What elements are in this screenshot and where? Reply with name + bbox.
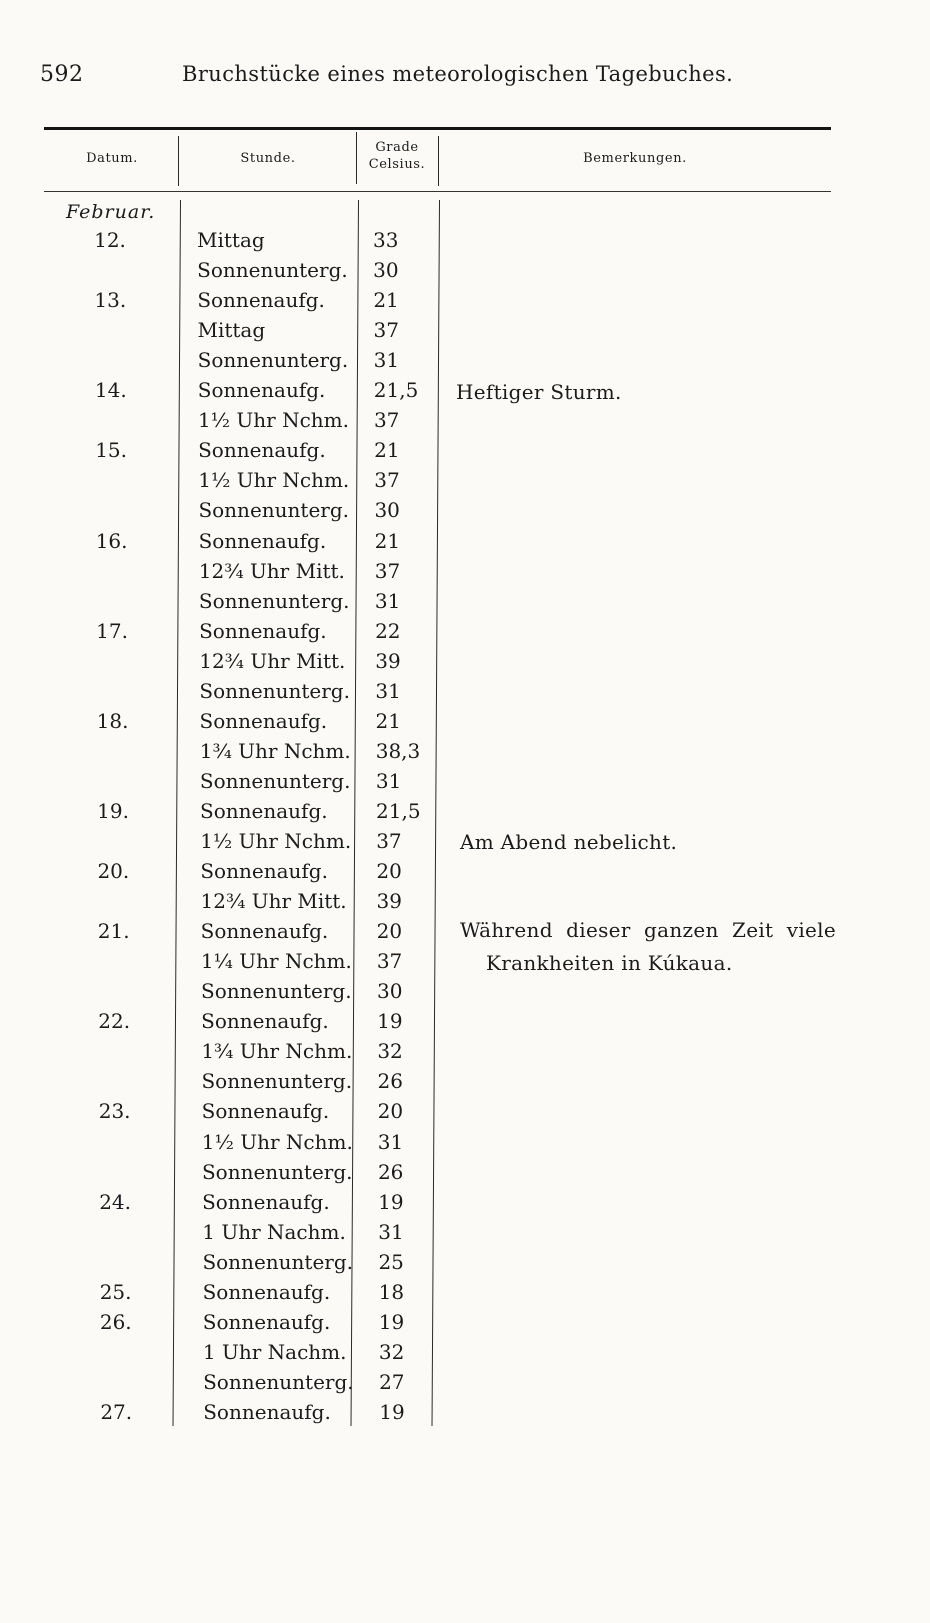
page-number: 592 xyxy=(40,62,84,87)
cell-stunde: Sonnenunterg. xyxy=(198,498,350,522)
cell-datum: 23. xyxy=(98,1099,131,1123)
cell-datum: 14. xyxy=(94,378,127,402)
table-row xyxy=(0,979,930,1009)
cell-datum: 16. xyxy=(95,529,128,553)
cell-grade-celsius: 32 xyxy=(377,1039,403,1063)
cell-stunde: 1¾ Uhr Nchm. xyxy=(201,1039,353,1063)
table-row xyxy=(0,348,930,378)
cell-stunde: Sonnenaufg. xyxy=(202,1190,330,1214)
table-row xyxy=(0,739,930,769)
cell-datum: 25. xyxy=(99,1280,132,1304)
table-row xyxy=(0,1400,930,1430)
table-row xyxy=(0,529,930,559)
table-row xyxy=(0,649,930,679)
cell-stunde: 12¾ Uhr Mitt. xyxy=(199,649,346,673)
cell-grade-celsius: 32 xyxy=(378,1340,405,1364)
cell-grade-celsius: 31 xyxy=(375,679,401,703)
table-row xyxy=(0,1160,930,1190)
cell-grade-celsius: 30 xyxy=(373,258,399,282)
remark-text: Krankheiten in Kúkaua. xyxy=(486,951,733,975)
cell-datum: 20. xyxy=(97,859,130,883)
table-row xyxy=(0,559,930,589)
header-divider xyxy=(438,136,439,186)
cell-datum: 18. xyxy=(96,709,129,733)
table-row xyxy=(0,589,930,619)
cell-stunde: Sonnenunterg. xyxy=(197,258,348,282)
cell-stunde: Sonnenaufg. xyxy=(197,378,326,402)
cell-stunde: Sonnenunterg. xyxy=(198,589,350,613)
table-row xyxy=(0,769,930,799)
cell-grade-celsius: 19 xyxy=(378,1310,405,1334)
table-row xyxy=(0,318,930,348)
cell-grade-celsius: 31 xyxy=(373,348,400,372)
header-grade-line1: Grade xyxy=(375,140,419,155)
table-row xyxy=(0,498,930,528)
remark-text: Während dieser ganzen Zeit viele xyxy=(460,918,836,942)
cell-grade-celsius: 18 xyxy=(378,1280,405,1304)
cell-grade-celsius: 39 xyxy=(376,889,402,913)
cell-stunde: Sonnenaufg. xyxy=(199,619,327,643)
cell-stunde: Sonnenunterg. xyxy=(202,1250,354,1274)
cell-grade-celsius: 31 xyxy=(377,1130,404,1154)
table-row xyxy=(0,1039,930,1069)
cell-grade-celsius: 26 xyxy=(377,1069,403,1093)
table-row xyxy=(0,679,930,709)
table-row xyxy=(0,709,930,739)
cell-grade-celsius: 19 xyxy=(377,1009,403,1033)
cell-grade-celsius: 37 xyxy=(374,559,401,583)
table-row xyxy=(0,859,930,889)
cell-datum: 22. xyxy=(98,1009,131,1033)
cell-datum: 24. xyxy=(99,1190,132,1214)
cell-grade-celsius: 39 xyxy=(375,649,401,673)
table-row xyxy=(0,1069,930,1099)
header-grade-celsius xyxy=(356,139,438,173)
running-head: Bruchstücke eines meteorologischen Tagebuches. xyxy=(182,62,734,86)
cell-grade-celsius: 33 xyxy=(373,228,399,252)
cell-datum: 15. xyxy=(95,438,128,462)
cell-stunde: Sonnenunterg. xyxy=(197,348,349,372)
cell-datum: 12. xyxy=(94,228,126,252)
remark-text: Am Abend nebelicht. xyxy=(460,830,678,854)
cell-stunde: Sonnenaufg. xyxy=(200,859,328,883)
cell-grade-celsius: 25 xyxy=(378,1250,404,1274)
table-row xyxy=(0,619,930,649)
remark-text: Heftiger Sturm. xyxy=(456,380,622,404)
cell-stunde: 1½ Uhr Nchm. xyxy=(200,829,352,853)
table-row xyxy=(0,1130,930,1160)
cell-grade-celsius: 31 xyxy=(378,1220,404,1244)
cell-stunde: Sonnenunterg. xyxy=(199,769,351,793)
cell-stunde: 1½ Uhr Nchm. xyxy=(197,408,349,432)
cell-stunde: Sonnenaufg. xyxy=(203,1400,331,1424)
cell-stunde: 1¼ Uhr Nchm. xyxy=(200,949,352,973)
header-bemerkungen: Bemerkungen. xyxy=(583,151,687,166)
cell-grade-celsius: 37 xyxy=(373,318,399,342)
cell-grade-celsius: 30 xyxy=(374,498,400,522)
table-row xyxy=(0,1250,930,1280)
cell-datum: 19. xyxy=(97,799,129,823)
cell-grade-celsius: 20 xyxy=(376,859,402,883)
cell-stunde: Sonnenaufg. xyxy=(200,919,329,943)
header-bottom-rule xyxy=(44,191,831,192)
cell-stunde: 1¾ Uhr Nchm. xyxy=(199,739,351,763)
table-row xyxy=(0,1310,930,1340)
cell-grade-celsius: 37 xyxy=(374,468,400,492)
cell-datum: 27. xyxy=(100,1400,133,1424)
cell-grade-celsius: 37 xyxy=(376,949,403,973)
table-row xyxy=(0,799,930,829)
cell-stunde: Sonnenaufg. xyxy=(198,529,327,553)
table-row xyxy=(0,1340,930,1370)
table-row xyxy=(0,1099,930,1129)
table-row xyxy=(0,228,930,258)
table-row xyxy=(0,949,930,979)
cell-stunde: Sonnenunterg. xyxy=(201,1069,353,1093)
cell-stunde: Mittag xyxy=(197,318,266,342)
table-top-rule xyxy=(44,127,831,130)
cell-grade-celsius: 27 xyxy=(379,1370,405,1394)
cell-stunde: 1 Uhr Nachm. xyxy=(202,1340,347,1364)
header-divider xyxy=(178,136,179,186)
table-row xyxy=(0,1280,930,1310)
cell-grade-celsius: 37 xyxy=(376,829,402,853)
cell-stunde: Sonnenaufg. xyxy=(202,1310,331,1334)
cell-stunde: 12¾ Uhr Mitt. xyxy=(198,559,345,583)
cell-grade-celsius: 22 xyxy=(375,619,401,643)
cell-stunde: 1 Uhr Nachm. xyxy=(202,1220,346,1244)
header-stunde: Stunde. xyxy=(240,151,296,166)
cell-grade-celsius: 21,5 xyxy=(373,378,419,402)
cell-grade-celsius: 26 xyxy=(377,1160,404,1184)
cell-stunde: Sonnenunterg. xyxy=(201,1160,353,1184)
cell-stunde: Sonnenaufg. xyxy=(200,799,328,823)
cell-grade-celsius: 31 xyxy=(375,769,402,793)
table-row xyxy=(0,1370,930,1400)
cell-grade-celsius: 19 xyxy=(378,1190,404,1214)
cell-stunde: 1½ Uhr Nchm. xyxy=(201,1130,353,1154)
table-row xyxy=(0,1220,930,1250)
cell-stunde: Sonnenaufg. xyxy=(201,1009,329,1033)
header-divider xyxy=(356,132,357,184)
cell-stunde: 12¾ Uhr Mitt. xyxy=(200,889,347,913)
header-datum: Datum. xyxy=(86,151,138,166)
cell-stunde: Sonnenaufg. xyxy=(202,1280,331,1304)
table-row xyxy=(0,288,930,318)
table-row xyxy=(0,438,930,468)
cell-stunde: Sonnenaufg. xyxy=(197,288,325,312)
table-row xyxy=(0,1009,930,1039)
cell-stunde: Mittag xyxy=(197,228,265,252)
cell-stunde: 1½ Uhr Nchm. xyxy=(198,468,350,492)
table-row xyxy=(0,1190,930,1220)
cell-grade-celsius: 19 xyxy=(379,1400,405,1424)
cell-stunde: Sonnenaufg. xyxy=(198,438,326,462)
cell-grade-celsius: 31 xyxy=(374,589,401,613)
cell-datum: 17. xyxy=(96,619,128,643)
cell-grade-celsius: 30 xyxy=(377,979,403,1003)
header-grade-line2: Celsius. xyxy=(368,157,426,172)
cell-stunde: Sonnenunterg. xyxy=(201,979,352,1003)
cell-stunde: Sonnenaufg. xyxy=(199,709,328,733)
table-row xyxy=(0,408,930,438)
cell-datum: 21. xyxy=(97,919,130,943)
cell-datum: 26. xyxy=(99,1310,132,1334)
cell-grade-celsius: 21 xyxy=(375,709,401,733)
table-row xyxy=(0,258,930,288)
table-row xyxy=(0,889,930,919)
cell-grade-celsius: 21 xyxy=(373,288,399,312)
cell-datum: 13. xyxy=(94,288,127,312)
cell-grade-celsius: 21 xyxy=(374,529,401,553)
cell-stunde: Sonnenunterg. xyxy=(203,1370,354,1394)
cell-grade-celsius: 37 xyxy=(373,408,400,432)
cell-grade-celsius: 21 xyxy=(374,438,400,462)
cell-grade-celsius: 20 xyxy=(376,919,403,943)
month-label: Februar. xyxy=(66,201,156,223)
cell-grade-celsius: 38,3 xyxy=(375,739,421,763)
cell-stunde: Sonnenaufg. xyxy=(201,1099,330,1123)
cell-stunde: Sonnenunterg. xyxy=(199,679,350,703)
cell-grade-celsius: 20 xyxy=(377,1099,404,1123)
cell-grade-celsius: 21,5 xyxy=(376,799,421,823)
table-row xyxy=(0,468,930,498)
